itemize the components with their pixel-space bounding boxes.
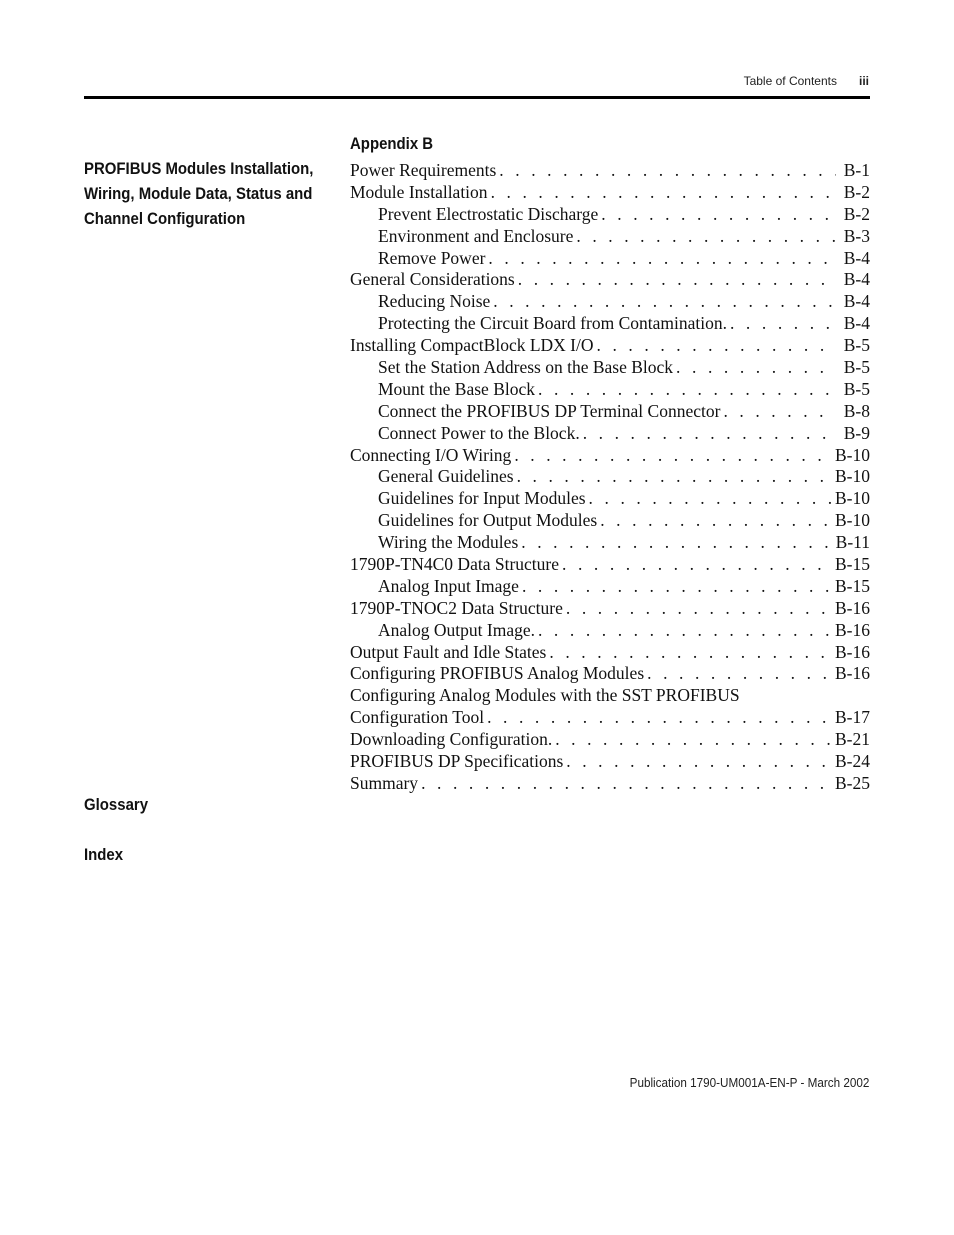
toc-entry[interactable]: [350, 248, 870, 270]
toc-entry-title: Connecting I/O Wiring: [350, 444, 512, 465]
toc-leader-dots: [493, 291, 836, 313]
toc-leader-dots: [566, 598, 831, 620]
toc-entry-page: B-5: [843, 335, 870, 356]
toc-entry-title: Configuration Tool: [350, 707, 485, 728]
toc-entry[interactable]: [350, 488, 870, 510]
running-header: [744, 74, 869, 88]
toc-entry[interactable]: [350, 313, 870, 335]
appendix-sidebar-title-line: Wiring, Module Data, Status and: [84, 184, 313, 203]
toc-entry[interactable]: [350, 445, 870, 467]
toc-entry-title: Protecting the Circuit Board from Contamination.: [378, 313, 727, 334]
toc-entry-title: 1790P-TNOC2 Data Structure: [350, 597, 563, 618]
toc-entry-page: B-25: [835, 772, 870, 793]
toc-entry-page: B-4: [843, 313, 870, 334]
toc-leader-dots: [521, 532, 831, 554]
toc-leader-dots: [723, 401, 836, 423]
toc-entry-title: General Guidelines: [378, 466, 514, 487]
toc-entry-title: Downloading Configuration.: [350, 729, 553, 750]
toc-entry-title: Guidelines for Output Modules: [378, 510, 598, 531]
toc-leader-dots: [555, 729, 831, 751]
toc-entry-title: Guidelines for Input Modules: [378, 488, 586, 509]
toc-list: [350, 160, 870, 795]
toc-leader-dots: [566, 751, 831, 773]
toc-entry[interactable]: [350, 576, 870, 598]
toc-entry-page: B-16: [835, 663, 870, 684]
toc-entry-title: Output Fault and Idle States: [350, 641, 547, 662]
toc-entry[interactable]: [350, 291, 870, 313]
glossary-heading: Glossary: [84, 795, 149, 814]
toc-leader-dots: [421, 773, 831, 795]
toc-entry[interactable]: [350, 423, 870, 445]
toc-entry-title: Installing CompactBlock LDX I/O: [350, 335, 594, 356]
toc-leader-dots: [488, 248, 836, 270]
toc-entry[interactable]: [350, 554, 870, 576]
toc-entry[interactable]: [350, 510, 870, 532]
toc-entry-page: B-5: [843, 357, 870, 378]
toc-leader-dots: [589, 488, 831, 510]
toc-entry-title: PROFIBUS DP Specifications: [350, 751, 564, 772]
toc-entry-title: Wiring the Modules: [378, 532, 519, 553]
toc-entry-page: B-17: [835, 707, 870, 728]
toc-entry-title: Remove Power: [378, 247, 486, 268]
header-rule: [84, 96, 870, 99]
toc-entry-page: B-4: [843, 269, 870, 290]
appendix-heading: Appendix B: [350, 134, 434, 153]
toc-leader-dots: [491, 182, 836, 204]
toc-entry-title: Connect the PROFIBUS DP Terminal Connector: [378, 400, 721, 421]
toc-entry-page: B-10: [835, 444, 870, 465]
toc-entry-page: B-11: [835, 532, 870, 553]
toc-entry-title: Summary: [350, 772, 419, 793]
toc-entry-page: B-24: [835, 751, 870, 772]
toc-leader-dots: [538, 379, 836, 401]
toc-entry-page: B-16: [835, 597, 870, 618]
toc-entry[interactable]: [350, 226, 870, 248]
toc-entry-title: Prevent Electrostatic Discharge: [378, 203, 599, 224]
toc-entry-title: Configuring PROFIBUS Analog Modules: [350, 663, 645, 684]
toc-entry[interactable]: [350, 379, 870, 401]
page-number: iii: [858, 74, 869, 88]
toc-entry[interactable]: [350, 620, 870, 642]
toc-entry-title: Environment and Enclosure: [378, 225, 574, 246]
appendix-sidebar-title-line: Channel Configuration: [84, 209, 246, 228]
toc-entry-title: Analog Input Image: [378, 575, 519, 596]
toc-entry[interactable]: [350, 642, 870, 664]
toc-leader-dots: [597, 335, 836, 357]
toc-leader-dots: [517, 466, 831, 488]
toc-entry[interactable]: [350, 773, 870, 795]
toc-entry-title: Configuring Analog Modules with the SST PROFIBUS: [350, 685, 740, 706]
toc-entry-title: 1790P-TN4C0 Data Structure: [350, 554, 559, 575]
toc-entry-title: General Considerations: [350, 269, 515, 290]
toc-entry[interactable]: [350, 466, 870, 488]
toc-leader-dots: [600, 510, 831, 532]
toc-entry-page: B-15: [835, 554, 870, 575]
toc-entry[interactable]: [350, 532, 870, 554]
toc-leader-dots: [522, 576, 831, 598]
header-section-title: Table of Contents: [743, 74, 837, 88]
toc-leader-dots: [601, 204, 836, 226]
toc-entry-page: B-4: [843, 247, 870, 268]
toc-leader-dots: [583, 423, 836, 445]
toc-entry-page: B-10: [835, 510, 870, 531]
index-heading: Index: [84, 845, 124, 864]
toc-entry[interactable]: [350, 204, 870, 226]
toc-entry-title: Set the Station Address on the Base Block: [378, 357, 674, 378]
toc-entry-title: Power Requirements: [350, 160, 497, 180]
toc-leader-dots: [487, 707, 831, 729]
toc-entry-page: B-10: [835, 488, 870, 509]
toc-leader-dots: [549, 642, 831, 664]
appendix-sidebar-title: [84, 156, 314, 231]
toc-entry[interactable]: [350, 357, 870, 379]
toc-leader-dots: [562, 554, 831, 576]
toc-entry-page: B-3: [843, 225, 870, 246]
toc-entry-page: B-16: [835, 619, 870, 640]
toc-entry-title: Analog Output Image.: [378, 619, 535, 640]
toc-entry-title: Connect Power to the Block.: [378, 422, 580, 443]
toc-entry-page: B-21: [835, 729, 870, 750]
toc-leader-dots: [518, 269, 836, 291]
toc-entry-page: B-4: [843, 291, 870, 312]
toc-entry-page: B-15: [835, 575, 870, 596]
toc-entry[interactable]: [350, 160, 870, 182]
toc-entry[interactable]: [350, 598, 870, 620]
toc-leader-dots: [514, 445, 831, 467]
toc-leader-dots: [730, 313, 836, 335]
toc-entry-page: B-9: [843, 422, 870, 443]
toc-entry-title: Module Installation: [350, 181, 488, 202]
toc-leader-dots: [647, 663, 831, 685]
toc-entry[interactable]: [350, 685, 870, 707]
toc-entry-page: B-2: [843, 203, 870, 224]
toc-entry-page: B-1: [843, 160, 870, 180]
toc-entry[interactable]: [350, 182, 870, 204]
publication-footer: Publication 1790-UM001A-EN-P - March 2002: [629, 1075, 869, 1090]
toc-entry-title: Mount the Base Block: [378, 378, 535, 399]
toc-entry-title: Reducing Noise: [378, 291, 491, 312]
toc-entry-page: B-8: [843, 400, 870, 421]
toc-leader-dots: [538, 620, 831, 642]
toc-leader-dots: [676, 357, 836, 379]
toc-entry[interactable]: [350, 729, 870, 751]
toc-entry[interactable]: [350, 707, 870, 729]
toc-leader-dots: [499, 160, 836, 182]
toc-entry-page: B-5: [843, 378, 870, 399]
toc-entry-page: B-2: [843, 181, 870, 202]
toc-entry[interactable]: [350, 269, 870, 291]
toc-entry[interactable]: [350, 401, 870, 423]
toc-entry[interactable]: [350, 751, 870, 773]
toc-entry[interactable]: [350, 663, 870, 685]
toc-leader-dots: [576, 226, 836, 248]
appendix-sidebar-title-line: PROFIBUS Modules Installation,: [84, 159, 314, 178]
toc-entry-page: B-16: [835, 641, 870, 662]
toc-entry-page: B-10: [835, 466, 870, 487]
toc-entry[interactable]: [350, 335, 870, 357]
